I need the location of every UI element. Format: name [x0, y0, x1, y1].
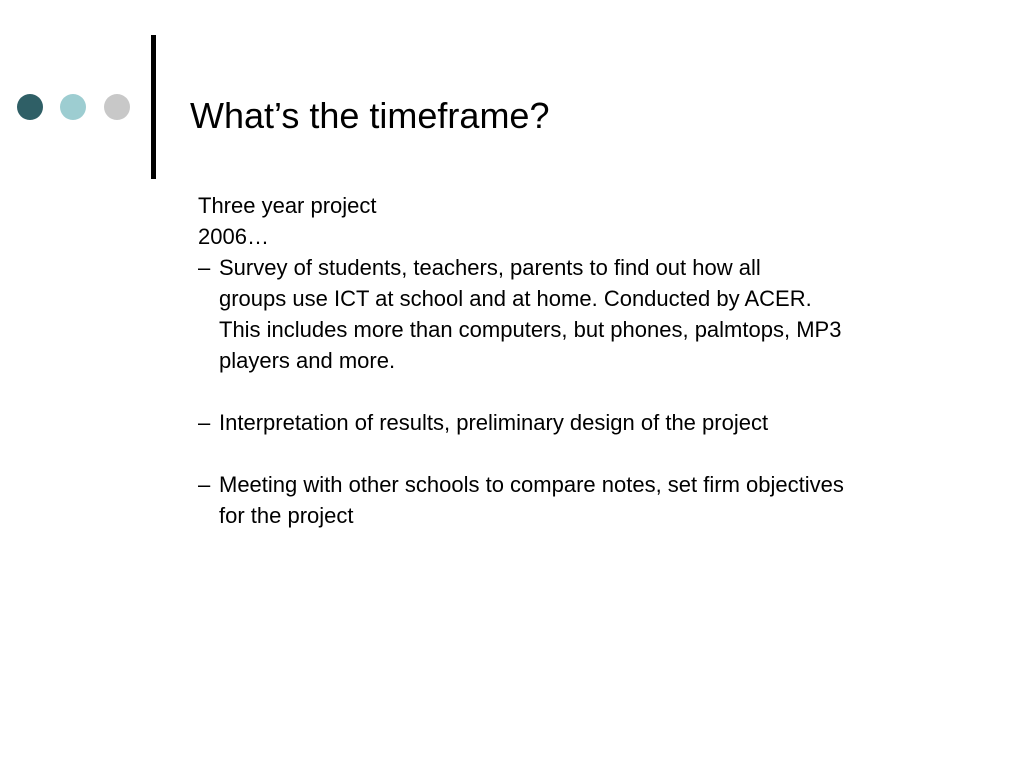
list-item-line: players and more. — [219, 348, 396, 373]
decorative-dot-grey — [104, 94, 130, 120]
list-item-text — [219, 407, 978, 438]
list-item-line: Survey of students, teachers, parents to find out how all — [219, 255, 761, 280]
list-item-line: This includes more than computers, but phones, palmtops, MP3 — [219, 317, 842, 342]
spacer — [198, 376, 978, 407]
dash-marker: – — [198, 410, 211, 435]
list-item-line: for the project — [219, 503, 354, 528]
title-divider-rule — [151, 35, 156, 179]
list-item-text — [219, 469, 978, 531]
list-item-survey — [198, 252, 978, 376]
dash-marker: – — [198, 255, 211, 280]
list-item-meeting — [198, 469, 978, 531]
list-item-line: Interpretation of results, preliminary design of the project — [219, 410, 769, 435]
spacer — [198, 438, 978, 469]
decorative-dot-dark — [17, 94, 43, 120]
list-item-text — [219, 252, 978, 376]
dash-marker: – — [198, 472, 211, 497]
list-item-line: groups use ICT at school and at home. Conducted by ACER. — [219, 286, 812, 311]
body-line-start-year: 2006… — [198, 224, 269, 249]
body-line-project-duration: Three year project — [198, 193, 377, 218]
slide-body — [198, 190, 978, 531]
decorative-dot-light — [60, 94, 86, 120]
list-item-interpretation — [198, 407, 978, 438]
slide-title: What’s the timeframe? — [190, 95, 550, 136]
list-item-line: Meeting with other schools to compare notes, set firm objectives — [219, 472, 844, 497]
